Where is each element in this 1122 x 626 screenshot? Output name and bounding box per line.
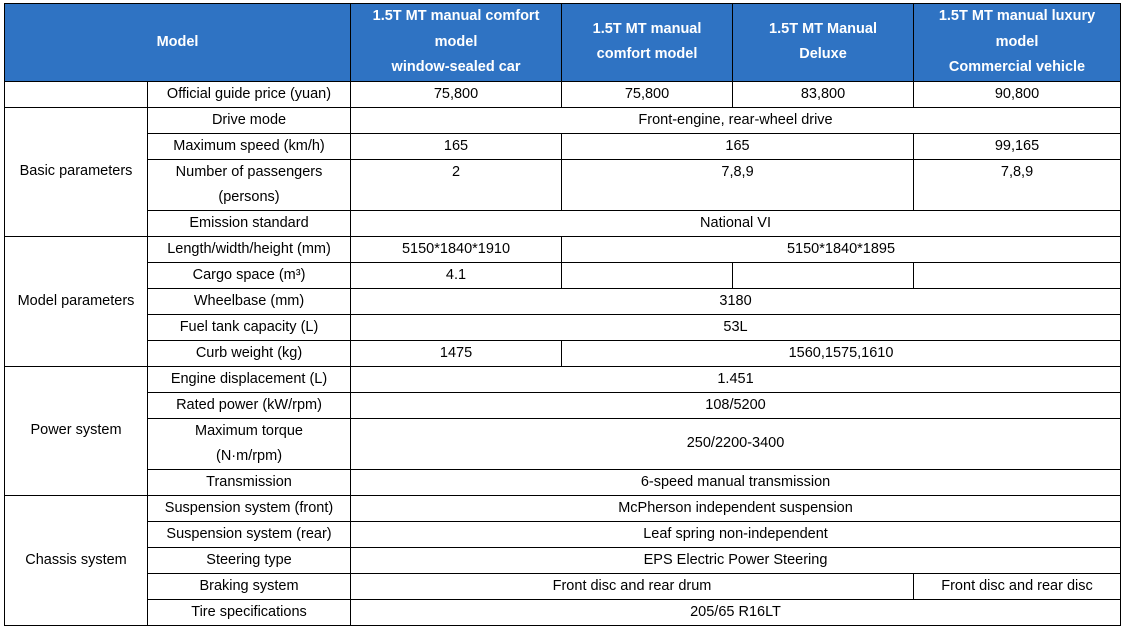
row-label: Wheelbase (mm) (148, 288, 351, 314)
group-label-model: Model parameters (5, 236, 148, 366)
header-col-4: 1.5T MT manual luxury model Commercial vehicle (914, 4, 1121, 82)
row-label: Suspension system (front) (148, 495, 351, 521)
row-label: Emission standard (148, 210, 351, 236)
table-cell: 165 (562, 133, 914, 159)
row-label: Length/width/height (mm) (148, 236, 351, 262)
table-cell: 205/65 R16LT (351, 599, 1121, 625)
table-row (5, 392, 1121, 418)
table-cell: 83,800 (733, 81, 914, 107)
table-cell: 53L (351, 314, 1121, 340)
spec-table (4, 3, 1121, 626)
table-cell: 1475 (351, 340, 562, 366)
table-cell: 250/2200-3400 (351, 418, 1121, 469)
row-label: Rated power (kW/rpm) (148, 392, 351, 418)
empty-group-cell (5, 81, 148, 107)
row-label: Engine displacement (L) (148, 366, 351, 392)
row-label: Cargo space (m³) (148, 262, 351, 288)
row-label: Curb weight (kg) (148, 340, 351, 366)
table-cell (733, 262, 914, 288)
row-label: Suspension system (rear) (148, 521, 351, 547)
table-cell: 3180 (351, 288, 1121, 314)
table-row (5, 236, 1121, 262)
table-cell: 1.451 (351, 366, 1121, 392)
table-row (5, 366, 1121, 392)
row-label: Number of passengers (persons) (148, 159, 351, 210)
row-label: Official guide price (yuan) (148, 81, 351, 107)
group-label-power: Power system (5, 366, 148, 495)
table-row (5, 495, 1121, 521)
table-row (5, 599, 1121, 625)
table-cell: Front disc and rear disc (914, 573, 1121, 599)
table-cell: 7,8,9 (914, 159, 1121, 210)
table-row (5, 521, 1121, 547)
row-label: Maximum speed (km/h) (148, 133, 351, 159)
table-cell: 108/5200 (351, 392, 1121, 418)
header-col-2: 1.5T MT manual comfort model (562, 4, 733, 82)
table-cell: 1560,1575,1610 (562, 340, 1121, 366)
row-label: Steering type (148, 547, 351, 573)
row-label: Tire specifications (148, 599, 351, 625)
table-row (5, 314, 1121, 340)
row-label: Fuel tank capacity (L) (148, 314, 351, 340)
header-col-3: 1.5T MT Manual Deluxe (733, 4, 914, 82)
table-cell: 4.1 (351, 262, 562, 288)
table-cell: 7,8,9 (562, 159, 914, 210)
table-row (5, 210, 1121, 236)
table-cell (914, 262, 1121, 288)
group-label-basic: Basic parameters (5, 107, 148, 236)
table-cell: Front-engine, rear-wheel drive (351, 107, 1121, 133)
row-label: Transmission (148, 469, 351, 495)
table-cell: National VI (351, 210, 1121, 236)
header-model: Model (5, 4, 351, 82)
table-cell: 75,800 (562, 81, 733, 107)
table-cell: Leaf spring non-independent (351, 521, 1121, 547)
group-label-chassis: Chassis system (5, 495, 148, 625)
table-cell (562, 262, 733, 288)
table-cell: 75,800 (351, 81, 562, 107)
table-row (5, 133, 1121, 159)
table-cell: 5150*1840*1895 (562, 236, 1121, 262)
table-row (5, 262, 1121, 288)
table-row (5, 547, 1121, 573)
row-label: Maximum torque (N·m/rpm) (148, 418, 351, 469)
row-label: Braking system (148, 573, 351, 599)
table-row (5, 469, 1121, 495)
table-row (5, 340, 1121, 366)
table-cell: 90,800 (914, 81, 1121, 107)
table-cell: Front disc and rear drum (351, 573, 914, 599)
row-label: Drive mode (148, 107, 351, 133)
table-cell: McPherson independent suspension (351, 495, 1121, 521)
table-cell: 165 (351, 133, 562, 159)
header-col-1: 1.5T MT manual comfort model window-sealed car (351, 4, 562, 82)
table-row (5, 573, 1121, 599)
table-cell: 2 (351, 159, 562, 210)
table-row (5, 107, 1121, 133)
table-cell: 6-speed manual transmission (351, 469, 1121, 495)
table-row (5, 81, 1121, 107)
table-cell: 99,165 (914, 133, 1121, 159)
table-cell: EPS Electric Power Steering (351, 547, 1121, 573)
header-row (5, 4, 1121, 82)
table-cell: 5150*1840*1910 (351, 236, 562, 262)
table-row (5, 288, 1121, 314)
